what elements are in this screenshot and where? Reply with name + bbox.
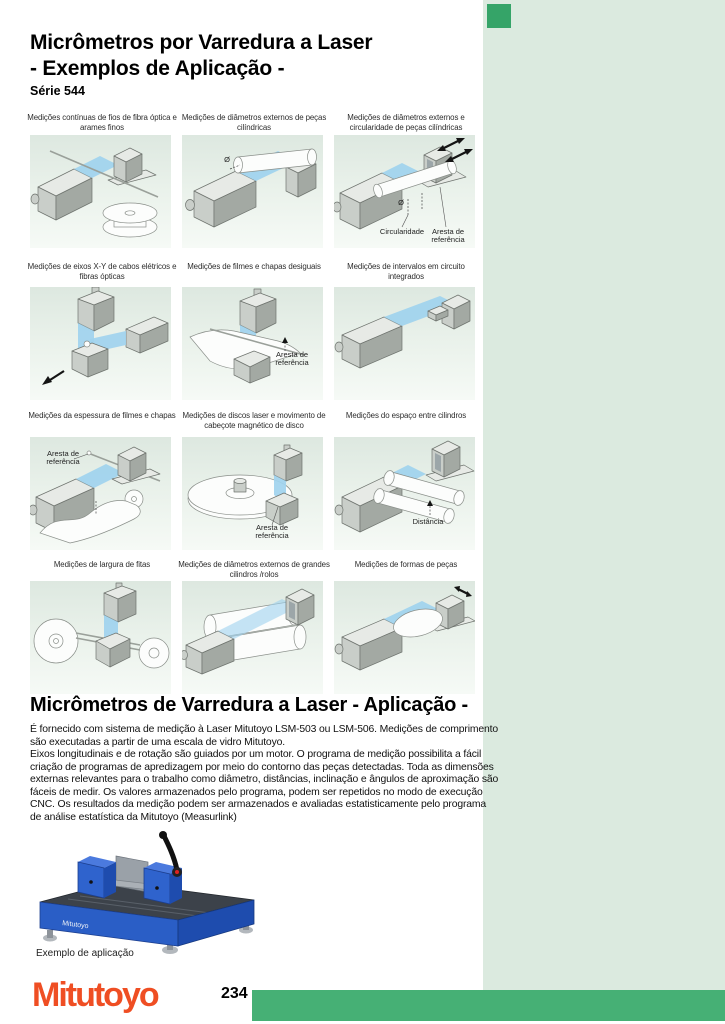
- illustration-film-thickness: [30, 437, 171, 550]
- motion-arrow-icon: [454, 586, 472, 597]
- cell-caption: Medições de eixos X-Y de cabos elétricos e fibras ópticas: [27, 262, 177, 282]
- distance-label: Distância: [412, 517, 444, 526]
- cell-caption: Medições contínuas de fios de fibra óptica e arames finos: [27, 113, 177, 133]
- section2-title: Micrômetros de Varredura a Laser - Aplicação -: [30, 694, 469, 716]
- series-label: Série 544: [30, 84, 85, 98]
- machine-illustration: [28, 826, 263, 954]
- footer-green-bar: [252, 990, 725, 1021]
- page-title-line2: - Exemplos de Aplicação -: [30, 57, 285, 80]
- fiber-spool-drawing-icon: [30, 135, 171, 248]
- cell-caption: Medições do espaço entre cilindros: [345, 411, 467, 420]
- reference-edge-label: Aresta de referência: [255, 523, 289, 541]
- illustration-large-cylinders: [182, 581, 323, 694]
- cell-caption: Medições de filmes e chapas desiguais: [187, 262, 321, 271]
- cell-caption: Medições de largura de fitas: [53, 560, 151, 569]
- reference-edge-label: Aresta de referência: [46, 449, 80, 467]
- mitutoyo-logo: Mitutoyo: [32, 976, 158, 1014]
- page-number: 234: [221, 985, 248, 1002]
- tape-width-drawing-icon: [30, 581, 171, 694]
- section2-paragraph1: É fornecido com sistema de medição à Laser Mitutoyo LSM-503 ou LSM-506. Medições de comprimento são executadas a partir de uma escala de vidro Mitutoyo.: [30, 724, 498, 748]
- cell-caption: Medições de diâmetros externos e circularidade de peças cilíndricas: [347, 113, 465, 133]
- machine-brand-label: Mitutoyo: [61, 920, 89, 931]
- illustration-cylinder-diameter: [182, 135, 323, 248]
- reference-edge-label: Aresta de referência: [431, 227, 465, 245]
- part-forms-drawing-icon: [334, 581, 475, 694]
- illustration-part-forms: [334, 581, 475, 694]
- diameter-label: Ø: [224, 155, 230, 164]
- uneven-films-drawing-icon: [182, 287, 323, 400]
- diameter-label: Ø: [398, 198, 404, 207]
- example-caption: Exemplo de aplicação: [36, 948, 134, 959]
- illustration-uneven-films: [182, 287, 323, 400]
- reference-edge-label: Aresta de referência: [275, 350, 309, 368]
- illustration-tape-width: [30, 581, 171, 694]
- page-title: [30, 30, 372, 82]
- corner-green-square: [487, 4, 511, 28]
- large-cylinders-drawing-icon: [182, 581, 323, 694]
- ic-intervals-drawing-icon: [334, 287, 475, 400]
- side-green-band: [483, 0, 725, 992]
- cell-caption: Medições de intervalos em circuito integrados: [347, 262, 465, 282]
- illustration-roller-gap: [334, 437, 475, 550]
- cell-caption: Medições de discos laser e movimento de cabeçote magnético de disco: [182, 411, 326, 431]
- cell-caption: Medições da espessura de filmes e chapas: [28, 411, 176, 420]
- cell-caption: Medições de diâmetros externos de grandes cilindros /rolos: [178, 560, 330, 580]
- cell-caption: Medições de formas de peças: [354, 560, 458, 569]
- circularity-label: Circularidade: [379, 227, 425, 236]
- illustration-circularity: [334, 135, 475, 248]
- roller-gap-drawing-icon: [334, 437, 475, 550]
- illustration-xy-cables: [30, 287, 171, 400]
- illustration-fiber-spool: [30, 135, 171, 248]
- section2-body: [30, 724, 500, 824]
- illustration-laser-disc: [182, 437, 323, 550]
- xy-cables-drawing-icon: [30, 287, 171, 400]
- page-title-line1: Micrômetros por Varredura a Laser: [30, 31, 373, 54]
- illustration-ic-intervals: [334, 287, 475, 400]
- section2-paragraph2: Eixos longitudinais e de rotação são guiados por um motor. O programa de medição possibilita a fácil criação de programas de apredizagem por meio do contorno das peças detectadas. Toda as dimensões externas relevantes para o trabalho como diâmetro, distâncias, inclinação e ângulos de aproximação são fáceis de medir. Os valores armazenados pelo programa, podem ser repetidos no modo de execução CNC. Os resultados da medição podem ser armazenados e avaliadas estatisticamente pelo programa de análise estatística da Mitutoyo (Measurlink): [30, 749, 499, 823]
- laser-measuring-machine-icon: [28, 826, 263, 954]
- cell-caption: Medições de diâmetros externos de peças cilíndricas: [181, 113, 327, 133]
- cylinder-diameter-drawing-icon: [182, 135, 323, 248]
